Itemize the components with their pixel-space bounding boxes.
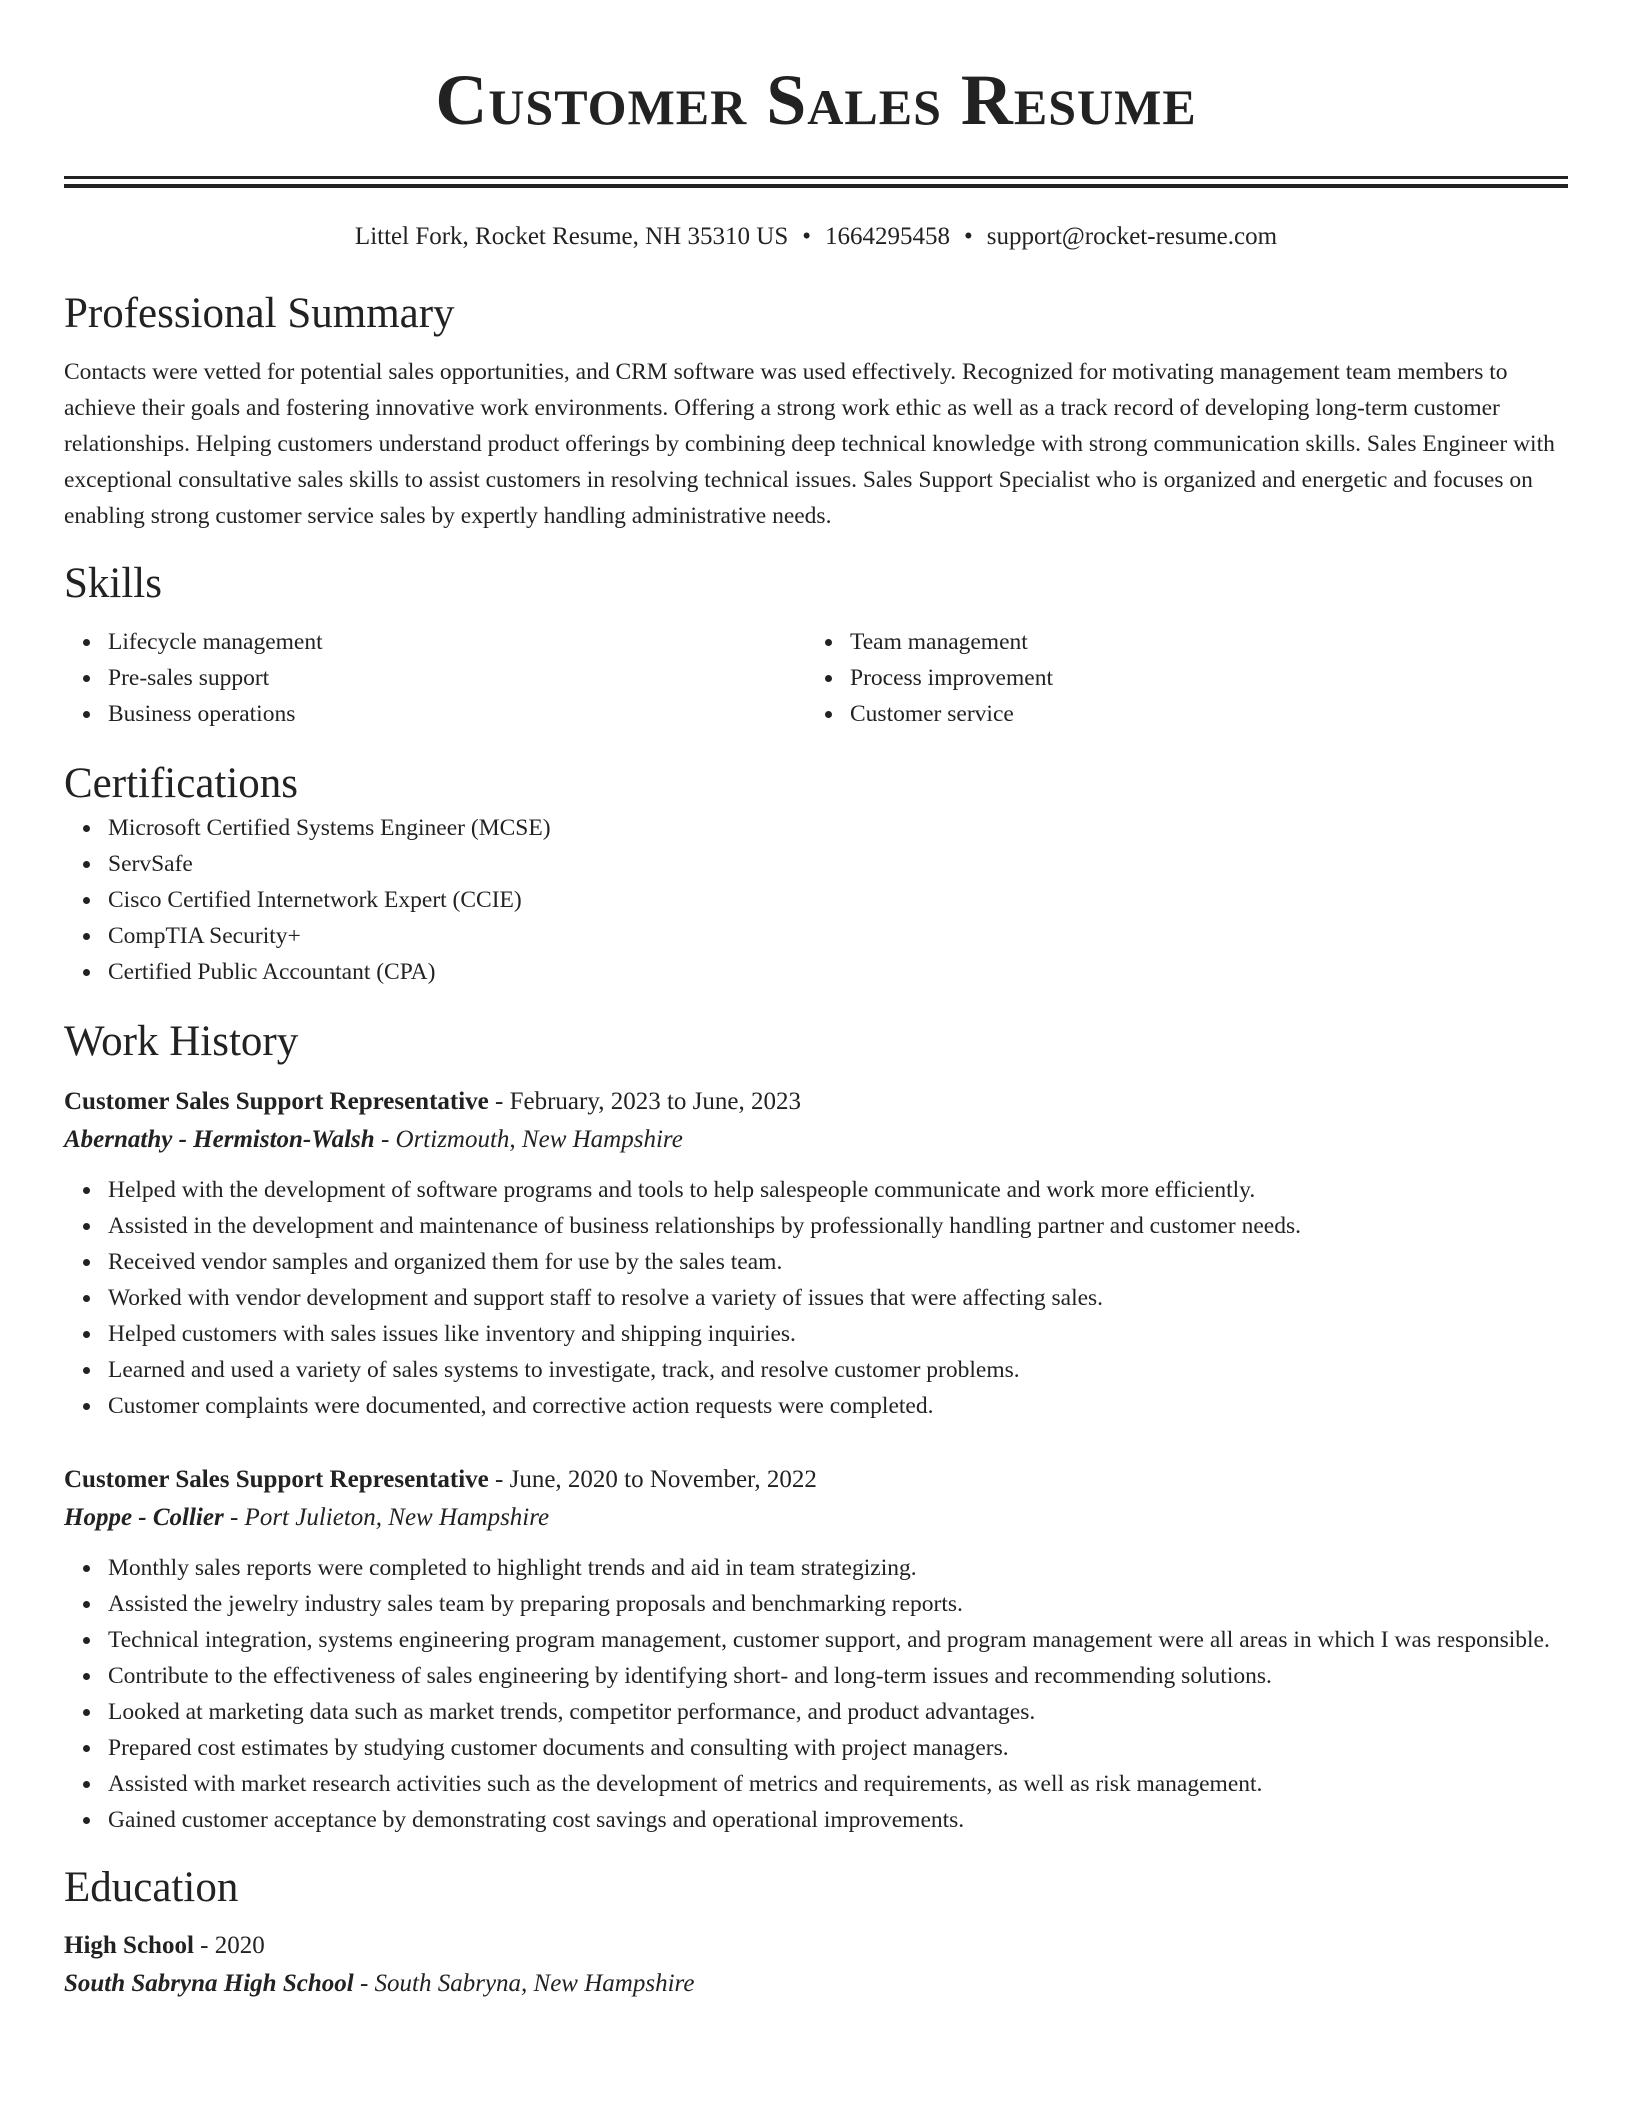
job-dates: - June, 2020 to November, 2022 bbox=[488, 1466, 817, 1493]
job-duty: Looked at marketing data such as market trends, competitor performance, and product advantages. bbox=[108, 1694, 1568, 1730]
skills-column-left bbox=[64, 624, 806, 732]
job-dates: - February, 2023 to June, 2023 bbox=[488, 1088, 801, 1115]
education-degree-line bbox=[64, 1928, 1568, 1964]
summary-text: Contacts were vetted for potential sales opportunities, and CRM software was used effectively. Recognized for motivating management team members to achieve their goals and fostering innovative work environments. Offering a strong work ethic as well as a track record of developing long-term customer relationships. Helping customers understand product offerings by combining deep technical knowledge with strong communication skills. Sales Engineer with exceptional consultative sales skills to assist customers in resolving technical issues. Sales Support Specialist who is organized and energetic and focuses on enabling strong customer service sales by expertly handling administrative needs. bbox=[64, 359, 1555, 529]
job-title: Customer Sales Support Representative bbox=[64, 1466, 489, 1493]
job-duty: Helped with the development of software programs and tools to help salespeople communicate and work more efficiently. bbox=[108, 1172, 1568, 1208]
job-company: Hoppe - Collier bbox=[64, 1504, 224, 1531]
job-company-line bbox=[64, 1120, 1568, 1160]
skills-heading: Skills bbox=[64, 560, 162, 607]
job-duty: Contribute to the effectiveness of sales engineering by identifying short- and long-term issues and recommending solutions. bbox=[108, 1658, 1568, 1694]
skill-item: Customer service bbox=[850, 696, 1548, 732]
contact-address: Littel Fork, Rocket Resume, NH 35310 US bbox=[354, 223, 789, 250]
job-duty: Prepared cost estimates by studying customer documents and consulting with project managers. bbox=[108, 1730, 1568, 1766]
skill-item: Lifecycle management bbox=[108, 624, 806, 660]
job-duties-list bbox=[64, 1172, 1568, 1424]
job-entry bbox=[64, 1084, 1568, 1424]
job-entry bbox=[64, 1462, 1568, 1838]
job-duty: Assisted in the development and maintenance of business relationships by professionally handling partner and customer needs. bbox=[108, 1208, 1568, 1244]
skill-item: Team management bbox=[850, 624, 1548, 660]
job-company-line bbox=[64, 1498, 1568, 1538]
contact-separator: • bbox=[802, 223, 811, 250]
job-duty: Monthly sales reports were completed to highlight trends and aid in team strategizing. bbox=[108, 1550, 1568, 1586]
certification-item: ServSafe bbox=[108, 846, 1568, 882]
education-degree: High School bbox=[64, 1932, 194, 1959]
certifications-list bbox=[64, 810, 1568, 990]
job-duty: Helped customers with sales issues like inventory and shipping inquiries. bbox=[108, 1316, 1568, 1352]
education-year: - 2020 bbox=[193, 1932, 265, 1959]
job-title: Customer Sales Support Representative bbox=[64, 1088, 489, 1115]
job-duties-list bbox=[64, 1550, 1568, 1838]
contact-line bbox=[64, 222, 1568, 252]
skills-list-left bbox=[64, 624, 806, 732]
job-location: - Port Julieton, New Hampshire bbox=[223, 1504, 550, 1531]
education-heading: Education bbox=[64, 1864, 239, 1911]
job-duty: Gained customer acceptance by demonstrating cost savings and operational improvements. bbox=[108, 1802, 1568, 1838]
job-duty: Learned and used a variety of sales systems to investigate, track, and resolve customer problems. bbox=[108, 1352, 1568, 1388]
education-school-line bbox=[64, 1964, 1568, 2004]
job-duty: Received vendor samples and organized them for use by the sales team. bbox=[108, 1244, 1568, 1280]
job-location: - Ortizmouth, New Hampshire bbox=[374, 1126, 683, 1153]
skills-grid bbox=[64, 624, 1568, 732]
skills-list-right bbox=[806, 624, 1548, 732]
job-duty: Customer complaints were documented, and corrective action requests were completed. bbox=[108, 1388, 1568, 1424]
summary-heading: Professional Summary bbox=[64, 290, 455, 337]
certification-item: Cisco Certified Internetwork Expert (CCIE) bbox=[108, 882, 1568, 918]
certifications-heading: Certifications bbox=[64, 760, 299, 807]
education-entry bbox=[64, 1928, 1568, 2004]
education-location: - South Sabryna, New Hampshire bbox=[353, 1970, 695, 1997]
job-company: Abernathy - Hermiston-Walsh bbox=[64, 1126, 375, 1153]
work-history-heading: Work History bbox=[64, 1018, 299, 1065]
job-duty: Worked with vendor development and support staff to resolve a variety of issues that were affecting sales. bbox=[108, 1280, 1568, 1316]
skills-column-right bbox=[806, 624, 1548, 732]
resume-title: Customer Sales Resume bbox=[435, 60, 1197, 140]
header-rule-thin bbox=[64, 176, 1568, 179]
certification-item: Microsoft Certified Systems Engineer (MCSE) bbox=[108, 810, 1568, 846]
header-rule-thick bbox=[64, 184, 1568, 188]
contact-separator: • bbox=[964, 223, 973, 250]
job-duty: Assisted the jewelry industry sales team by preparing proposals and benchmarking reports. bbox=[108, 1586, 1568, 1622]
contact-email: support@rocket-resume.com bbox=[986, 223, 1278, 250]
job-duty: Assisted with market research activities such as the development of metrics and requirements, as well as risk management. bbox=[108, 1766, 1568, 1802]
skill-item: Business operations bbox=[108, 696, 806, 732]
job-title-line bbox=[64, 1462, 1568, 1498]
certification-item: CompTIA Security+ bbox=[108, 918, 1568, 954]
skill-item: Process improvement bbox=[850, 660, 1548, 696]
job-title-line bbox=[64, 1084, 1568, 1120]
education-school: South Sabryna High School bbox=[64, 1970, 354, 1997]
skill-item: Pre-sales support bbox=[108, 660, 806, 696]
job-duty: Technical integration, systems engineering program management, customer support, and program management were all areas in which I was responsible. bbox=[108, 1622, 1568, 1658]
certification-item: Certified Public Accountant (CPA) bbox=[108, 954, 1568, 990]
contact-phone: 1664295458 bbox=[825, 223, 950, 250]
